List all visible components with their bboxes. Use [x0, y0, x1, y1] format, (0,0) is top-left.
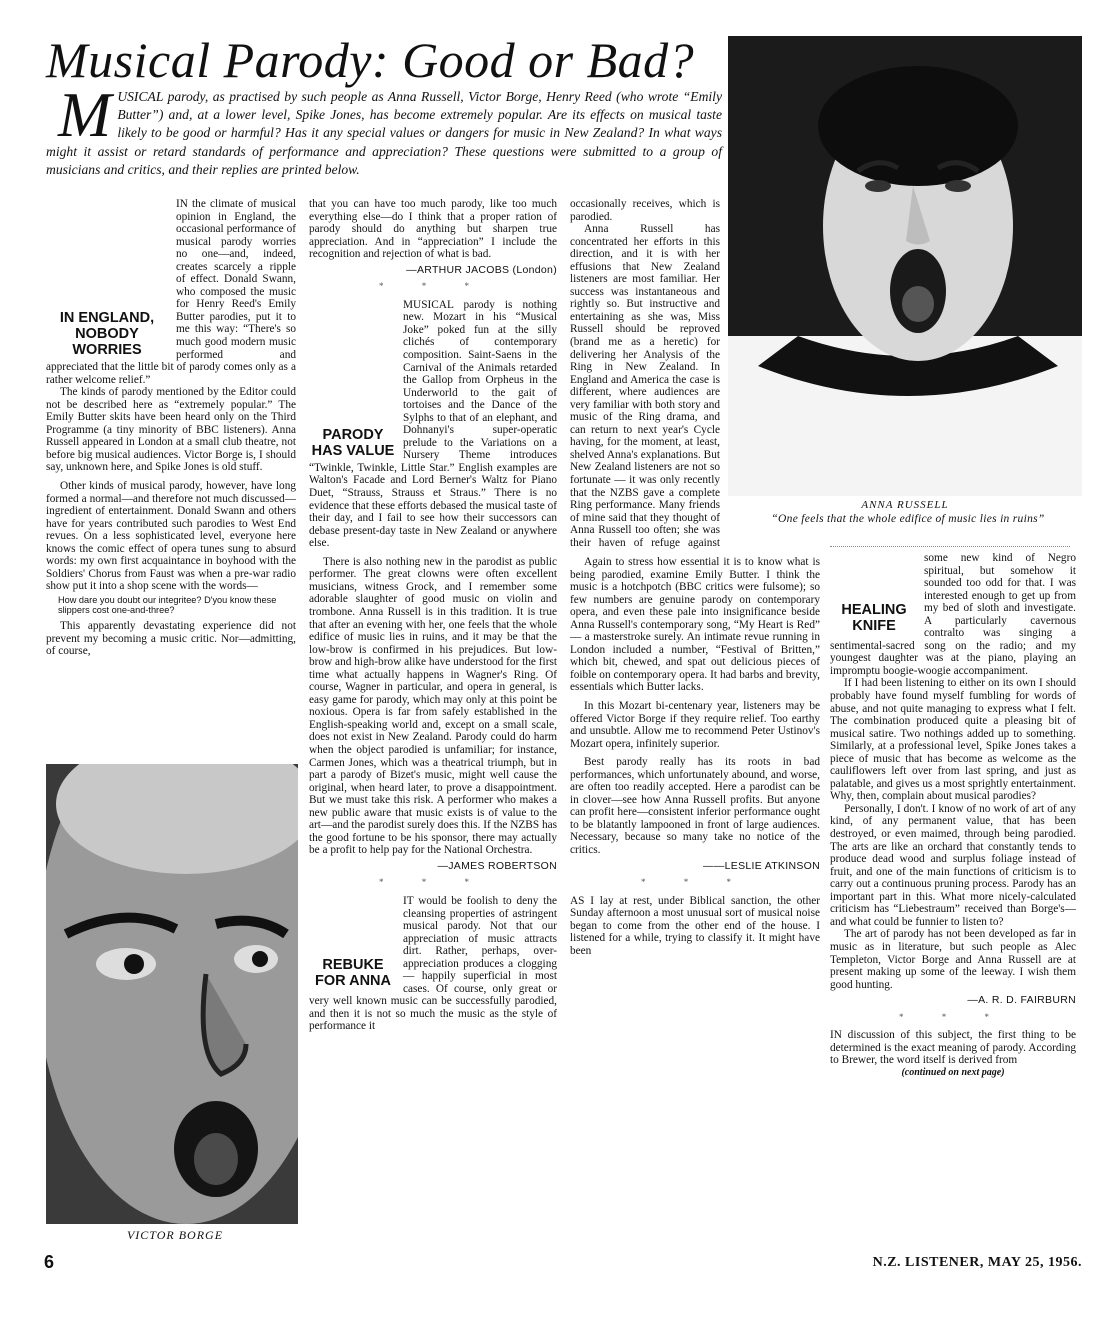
jacobs-para-4: This apparently devastating experience did not prevent my becoming a music critic. Nor—admitting, of course, [46, 619, 296, 658]
subhead-parody-has-value: PARODY HAS VALUE [311, 426, 395, 459]
headline: Musical Parody: Good or Bad? [46, 32, 695, 88]
anna-russell-caption-quote: “One feels that the whole edifice of music lies in ruins” [771, 513, 1045, 525]
subhead-in-england: IN ENGLAND, NOBODY WORRIES [59, 310, 155, 358]
fairburn-para-2: HEALING KNIFE some new kind of Negro spiritual, but somehow it sounded too odd for that. I was interested enough to get up from my bed of sloth and investigate. A particularly cavernous contralto was singing a sentimental-sacred song on the radio; and my youngest daughter was at the piano, playing an impromptu boogie-woogie accompaniment. [830, 552, 1076, 677]
column-1 [46, 198, 296, 756]
fairburn-para-4: Personally, I don't. I know of no work of art of any kind, of any permanent value, that has been destroyed, or even maimed, through being parodied. The arts are like an orchard that constantly tends to produce dead wood and surplus foliage instead of fruit, and one of the main functions of criticism is to carry out a continuous pruning process. Parody has an important part in this. What more nicely-calculated criticism has “Liebestraum” received than Borge's—and what could be funnier to listen to? [830, 802, 1076, 928]
reb-para-1: REBUKE FOR ANNA IT would be foolish to deny the cleansing properties of astringent musical parody. Not that our appreciation of music attracts dirt. Rather, perhaps, over-appreciation produces a clogging — happily superficial in most cases. Of course, only great or very well known music can be successfully parodied, and then it is not so much the music as the style of performance it [309, 894, 557, 1033]
atkinson-para-0: occasionally receives, which is parodied. [570, 198, 720, 223]
column-4 [830, 552, 1076, 1227]
separator-1: * * * [379, 281, 487, 292]
subhead-rebuke-for-anna: REBUKE FOR ANNA [315, 956, 391, 989]
jacobs-para-2: The kinds of parody mentioned by the Editor could not be described here as “extremely popular.” The Emily Butter skits have been heard only on the Third Programme (a tiny minority of BBC listeners). Anna Russell appeared in London at a small club theatre, not before big musical audiences. Victor Borge is, I should say, unknown here, and Spike Jones is old stuff. [46, 386, 296, 474]
robertson-para-2: There is also nothing new in the parodist as public performer. The great clowns were often excellent musicians, witness Grock, and I remember some adorable slaughter of good music on violin and trombone. Anna Russell is in this tradition. It is true that after an evening with her, one feels that the whole edifice of music lies in ruins, and it may be that the low-brow is confirmed in his prejudices. But low-brow and high-brow alike have understood for the first time what actually happens in Wagner's Ring. Of course, Wagner in particular, and opera in general, is easy game for parody, which may only at this point be noxious. Opera is far from safely established in the English-speaking world and, except on a small scale, does not exist in New Zealand. Parody could do harm when the object parodied is unfamiliar; for instance, Carmen Jones, which was a theatrical triumph, but in part a parody of Bizet's music, might well cause the original, when heard later, to prove a disappointment. But we must take this risk. A performer who makes a new public aware that music exists is of value to the art—and the parodist surely does this. If the NZBS has the good fortune to be his sponsor, there may actually be a profit to help pay for the National Orchestra. [309, 555, 557, 857]
separator-3: * * * [641, 877, 749, 888]
intro-text: USICAL parody, as practised by such people as Anna Russell, Victor Borge, Henry Reed (who wrote “Emily Butter”) and, at a lower level, Spike Jones, has become extremely popular. Are its effects on musical taste likely to be good or harmful? Has it any special values or dangers for music in New Zealand? In what ways might it assist or retard standards of performance and appreciation? These questions were submitted to a group of musicians and critics, and their replies are printed below. [46, 89, 722, 177]
fairburn-para-5: The art of parody has not been developed as far in music as in literature, but such people as Alec Templeton, Victor Borge and Anna Russell are at present making up some of the leeway. I wish them good hunting. [830, 928, 1076, 991]
column-2 [309, 198, 557, 1243]
anna-russell-photo [728, 36, 1082, 496]
page-number: 6 [44, 1252, 55, 1272]
victor-borge-image [46, 764, 298, 1224]
jacobs-para-1: IN ENGLAND, NOBODY WORRIES IN the climate of musical opinion in England, the occasional performance of musical parody worries no one—and, indeed, creates scarcely a ripple of effect. Donald Swann, who composed the music for Henry Reed's Emily Butter parodies, put it to me this way: “There's so much good modern music performed and appreciated that the little bit of parody comes only as a rather welcome relief.” [46, 198, 296, 386]
atkinson-para-2: Again to stress how essential it is to know what is being parodied, examine Emily Butter. I think the music is a hotchpotch (BBC critics were fulsome); so few numbers are genuine parody on contemporary opera, and even these pale into insignificance beside Anna Russell's contemporary song, “My Heart is Red” — a masterstroke surely. An intimate revue running in London included a number, “Festival of Britten,” which bit, chewed, and spat out delicious pieces of foible on contemporary opera. It had barbs and brevity, essentials which Butter lacks. [570, 556, 820, 694]
signature-james-robertson: —JAMES ROBERTSON [437, 859, 557, 872]
victor-borge-caption: VICTOR BORGE [126, 1228, 224, 1242]
column-3 [570, 198, 720, 550]
separator-4: * * * [899, 1011, 1007, 1022]
signature-fairburn: —A. R. D. FAIRBURN [967, 994, 1076, 1007]
atkinson-para-1: Anna Russell has concentrated her efforts in this direction, and it is with her effusions that New Zealand listeners are most familiar. Her success was instantaneous and rightly so. But instructive and entertaining as she was, Miss Russell should be reproved (brand me as a heretic) for delivering her Analysis of the Ring in New Zealand. In England and America the case is different, where audiences are very familiar with both story and music of the Ring drama, and can return to next year's Cycle having, for the moment, at least, shelved Anna's explanations. But New Zealand listeners are not so fortunate — it was only recently that the NZBS gave a complete Ring performance. Many friends of mine said that they thought of Anna Russell too often; she was their haven of refuge against [570, 223, 720, 549]
jacobs-para-3: Other kinds of musical parody, however, have long formed a normal—and therefore not much discussed—ingredient of entertainment. Donald Swann and others have for years contributed such parodies to West End revues. On a less sophisticated level, everyone here knows the comic effect of opera tunes sung to absurd words: my own first acquaintance in boyhood with the Soldiers' Chorus from Faust was when a pre-war radio show put it into a shop scene with the words— [46, 480, 296, 593]
verse-quote: How dare you doubt our integritee? D'you know these slippers cost one-and-three? [58, 594, 277, 616]
intro-paragraph [46, 79, 722, 179]
signature-leslie-atkinson: ——LESLIE ATKINSON [703, 859, 820, 872]
intro-dropcap: M [58, 79, 112, 150]
caption-rule [830, 546, 1070, 547]
column-3-lower [570, 550, 820, 1243]
atkinson-para-3: In this Mozart bi-centenary year, listeners may be offered Victor Borge if they require relief. Too earthy and unsubtle. Allow me to recommend Peter Ustinov's Mozart opera, infinitely superior. [570, 700, 820, 750]
signature-arthur-jacobs: —ARTHUR JACOBS (London) [406, 263, 557, 276]
atkinson-para-4: Best parody really has its roots in bad performances, which unfortunately abound, and worse, are often too readily accepted. Here a parodist can be in clover—see how Anna Russell profits. But anyone can profit here—consistent inferior performance ought to be blatantly lampooned in front of large audiences. Necessary, because so many take no notice of the critics. [570, 756, 820, 857]
jacobs-para-5: that you can have too much parody, like too much everything else—do I think that a proper ration of parody should do anything but sharpen true appreciation. And in “appreciation” I include the recognition and rejection of what is bad. [309, 198, 557, 261]
anna-russell-caption-name: ANNA RUSSELL [861, 499, 949, 511]
separator-2: * * * [379, 877, 487, 888]
final-para: IN discussion of this subject, the first thing to be determined is the exact meaning of parody. According to Brewer, the word itself is derived from [830, 1029, 1076, 1067]
subhead-healing-knife: HEALING KNIFE [841, 602, 907, 634]
issue-line: N.Z. LISTENER, MAY 25, 1956. [872, 1255, 1082, 1270]
victor-borge-photo [46, 764, 298, 1224]
anna-russell-image [728, 36, 1082, 496]
continued-note: (continued on next page) [901, 1066, 1005, 1078]
fairburn-para-1: AS I lay at rest, under Biblical sanction, the other Sunday afternoon a most unusual sort of musical noise began to come from the other end of the house. I listened for a while, trying to classify it. It might have been [570, 894, 820, 957]
fairburn-para-3: If I had been listening to either on its own I should probably have found myself fumbling for words of abuse, and not quite managing to express what I felt. The combination produced quite a pleasing bit of musical satire. Two nothings added up to something. Similarly, at a professional level, Spike Jones takes a piece of music that has become as welcome as the cauliflowers left over from last spring, and just as palatable, and gives us a most sprightly entertainment. Why, then, complain about musical parodies? [830, 677, 1076, 803]
robertson-para-1: PARODY HAS VALUE MUSICAL parody is nothing new. Mozart in his “Musical Joke” poked fun at the silly clichés of contemporary composition. Saint-Saens in the Carnival of the Animals retarded the Gallop from Orpheus in the Underworld to the gait of tortoises and the Dance of the Sylphs to that of an elephant, and Dohnanyi's super-operatic prelude to the Variations on a Nursery Theme introduces “Twinkle, Twinkle, Little Star.” English examples are Walton's Facade and Lord Berner's Waltz for Piano Duet, “Strauss, Strauss et Straus.” There is no evidence that these efforts debased the musical taste of their day, and I fail to see how their successors can debase present-day taste in New Zealand or anywhere else. [309, 298, 557, 550]
